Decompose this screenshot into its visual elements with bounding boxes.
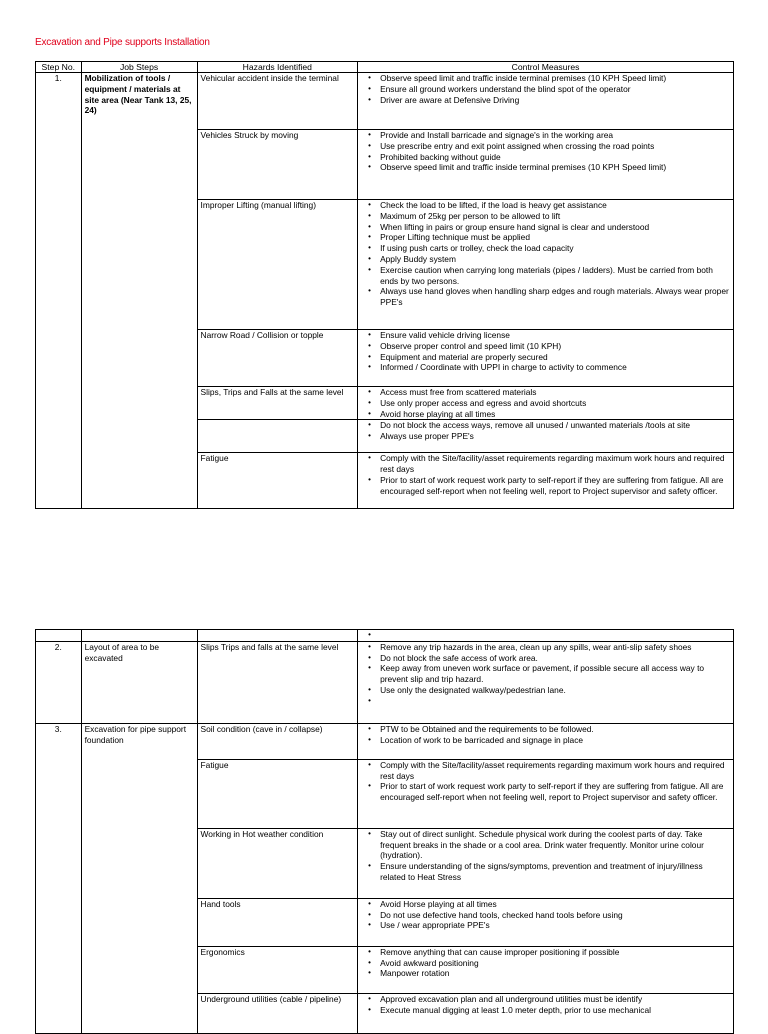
control-list xyxy=(361,642,730,707)
control-measures-cell xyxy=(358,630,734,642)
step-number xyxy=(36,630,82,642)
control-item: • Equipment and material are properly secured xyxy=(361,352,730,363)
hazard-cell: Ergonomics xyxy=(197,946,358,993)
control-item: • Do not block the access ways, remove all unused / unwanted materials /tools at site xyxy=(361,420,730,431)
control-item: • Check the load to be lifted, if the load is heavy get assistance xyxy=(361,200,730,211)
control-measures-cell xyxy=(358,898,734,946)
control-item: • Informed / Coordinate with UPPI in charge to activity to commence xyxy=(361,362,730,373)
control-item: • Use prescribe entry and exit point assigned when crossing the road points xyxy=(361,141,730,152)
control-item: • Avoid horse playing at all times xyxy=(361,409,730,420)
header-hazards: Hazards Identified xyxy=(197,62,358,73)
control-measures-cell xyxy=(358,130,734,200)
hazard-cell: Improper Lifting (manual lifting) xyxy=(197,200,358,330)
control-list xyxy=(361,994,730,1016)
job-step: Mobilization of tools / equipment / materials at site area (Near Tank 13, 25, 24) xyxy=(81,73,197,509)
control-list xyxy=(361,200,730,308)
control-item: • When lifting in pairs or group ensure hand signal is clear and understood xyxy=(361,222,730,233)
table-header-row xyxy=(36,62,734,73)
control-item: • Access must free from scattered materials xyxy=(361,387,730,398)
table-row xyxy=(36,630,734,642)
control-item: • Prior to start of work request work party to self-report if they are suffering from fatigue. All are encouraged self-report when not feeling well, report to Project supervisor and safety officer. xyxy=(361,781,730,803)
control-item: • Comply with the Site/facility/asset requirements regarding maximum work hours and required rest days xyxy=(361,760,730,782)
control-item: • Comply with the Site/facility/asset requirements regarding maximum work hours and required rest days xyxy=(361,453,730,475)
control-list xyxy=(361,899,730,931)
control-item: • Prior to start of work request work party to self-report if they are suffering from fatigue. All are encouraged self-report when not feeling well, report to Project supervisor and safety officer. xyxy=(361,475,730,497)
control-item: • Location of work to be barricaded and signage in place xyxy=(361,735,730,746)
control-item xyxy=(361,696,730,707)
control-item: • Avoid Horse playing at all times xyxy=(361,899,730,910)
control-item: • Remove any trip hazards in the area, clean up any spills, wear anti-slip safety shoes xyxy=(361,642,730,653)
control-item: • Provide and Install barricade and signage's in the working area xyxy=(361,130,730,141)
table-body xyxy=(36,73,734,509)
control-list xyxy=(361,387,730,419)
control-list xyxy=(361,760,730,803)
control-item: • Stay out of direct sunlight. Schedule physical work during the coolest parts of day. Take frequent breaks in the shade or a cool area. Drink water frequently. Monitor urine colour (hydration). xyxy=(361,829,730,861)
control-item: • Prohibited backing without guide xyxy=(361,152,730,163)
control-item: • Use only proper access and egress and avoid shortcuts xyxy=(361,398,730,409)
control-measures-cell xyxy=(358,330,734,387)
control-measures-cell xyxy=(358,993,734,1033)
hazard-table-page-1 xyxy=(35,61,734,509)
document-title: Excavation and Pipe supports Installation xyxy=(35,37,210,48)
table-row xyxy=(36,73,734,130)
control-item xyxy=(361,630,730,641)
hazard-cell: Vehicles Struck by moving xyxy=(197,130,358,200)
control-item: • Manpower rotation xyxy=(361,968,730,979)
control-item: • Observe speed limit and traffic inside terminal premises (10 KPH Speed limit) xyxy=(361,73,730,84)
control-measures-cell xyxy=(358,200,734,330)
control-measures-cell xyxy=(358,641,734,723)
header-control-measures: Control Measures xyxy=(358,62,734,73)
control-item: • Exercise caution when carrying long materials (pipes / ladders). Must be carried from both ends by two persons. xyxy=(361,265,730,287)
control-item: • Avoid awkward positioning xyxy=(361,958,730,969)
control-list xyxy=(361,420,730,442)
hazard-cell xyxy=(197,630,358,642)
control-item: • Observe speed limit and traffic inside terminal premises (10 KPH Speed limit) xyxy=(361,162,730,173)
control-measures-cell xyxy=(358,828,734,898)
control-measures-cell xyxy=(358,723,734,759)
control-item: • Do not use defective hand tools, checked hand tools before using xyxy=(361,910,730,921)
control-item: • Keep away from uneven work surface or pavement, if possible secure all access way to prevent slip and trip hazard. xyxy=(361,663,730,685)
hazard-cell: Soil condition (cave in / collapse) xyxy=(197,723,358,759)
control-item: • Use only the designated walkway/pedestrian lane. xyxy=(361,685,730,696)
control-measures-cell xyxy=(358,420,734,453)
control-item: • Do not block the safe access of work area. xyxy=(361,653,730,664)
hazard-cell: Fatigue xyxy=(197,453,358,509)
table-body xyxy=(36,630,734,1034)
job-step: Excavation for pipe support foundation xyxy=(81,723,197,1033)
hazard-cell: Working in Hot weather condition xyxy=(197,828,358,898)
control-item: • If using push carts or trolley, check the load capacity xyxy=(361,243,730,254)
step-number: 2. xyxy=(36,641,82,723)
control-list xyxy=(361,947,730,979)
control-item: • Apply Buddy system xyxy=(361,254,730,265)
hazard-cell: Fatigue xyxy=(197,759,358,828)
control-item: • Maximum of 25kg per person to be allowed to lift xyxy=(361,211,730,222)
control-item: • Observe proper control and speed limit (10 KPH) xyxy=(361,341,730,352)
control-item: • Proper Lifting technique must be applied xyxy=(361,232,730,243)
control-list xyxy=(361,73,730,105)
control-item: • PTW to be Obtained and the requirements to be followed. xyxy=(361,724,730,735)
control-measures-cell xyxy=(358,946,734,993)
hazard-cell xyxy=(197,420,358,453)
control-item: • Ensure all ground workers understand the blind spot of the operator xyxy=(361,84,730,95)
control-item: • Remove anything that can cause improper positioning if possible xyxy=(361,947,730,958)
control-measures-cell xyxy=(358,453,734,509)
job-step: Layout of area to be excavated xyxy=(81,641,197,723)
header-job-steps: Job Steps xyxy=(81,62,197,73)
step-number: 1. xyxy=(36,73,82,509)
control-item: • Driver are aware at Defensive Driving xyxy=(361,95,730,106)
control-item: • Always use proper PPE's xyxy=(361,431,730,442)
control-list xyxy=(361,724,730,746)
control-list xyxy=(361,130,730,173)
hazard-cell: Slips, Trips and Falls at the same level xyxy=(197,387,358,420)
control-measures-cell xyxy=(358,387,734,420)
hazard-cell: Slips Trips and falls at the same level xyxy=(197,641,358,723)
header-step-no: Step No. xyxy=(36,62,82,73)
control-item: • Execute manual digging at least 1.0 meter depth, prior to use mechanical xyxy=(361,1005,730,1016)
hazard-cell: Underground utilities (cable / pipeline) xyxy=(197,993,358,1033)
control-measures-cell xyxy=(358,73,734,130)
control-list xyxy=(361,330,730,373)
control-list xyxy=(361,829,730,883)
control-item: • Use / wear appropriate PPE's xyxy=(361,920,730,931)
job-step xyxy=(81,630,197,642)
table-row xyxy=(36,723,734,759)
hazard-cell: Narrow Road / Collision or topple xyxy=(197,330,358,387)
table-row xyxy=(36,641,734,723)
control-list xyxy=(361,453,730,496)
control-list xyxy=(361,630,730,641)
control-item: • Ensure understanding of the signs/symptoms, prevention and treatment of injury/illness related to Heat Stress xyxy=(361,861,730,883)
control-item: • Ensure valid vehicle driving license xyxy=(361,330,730,341)
hazard-cell: Hand tools xyxy=(197,898,358,946)
control-item: • Always use hand gloves when handling sharp edges and rough materials. Always wear proper PPE's xyxy=(361,286,730,308)
hazard-cell: Vehicular accident inside the terminal xyxy=(197,73,358,130)
hazard-table-page-2 xyxy=(35,629,734,1034)
step-number: 3. xyxy=(36,723,82,1033)
control-item: • Approved excavation plan and all underground utilities must be identify xyxy=(361,994,730,1005)
control-measures-cell xyxy=(358,759,734,828)
